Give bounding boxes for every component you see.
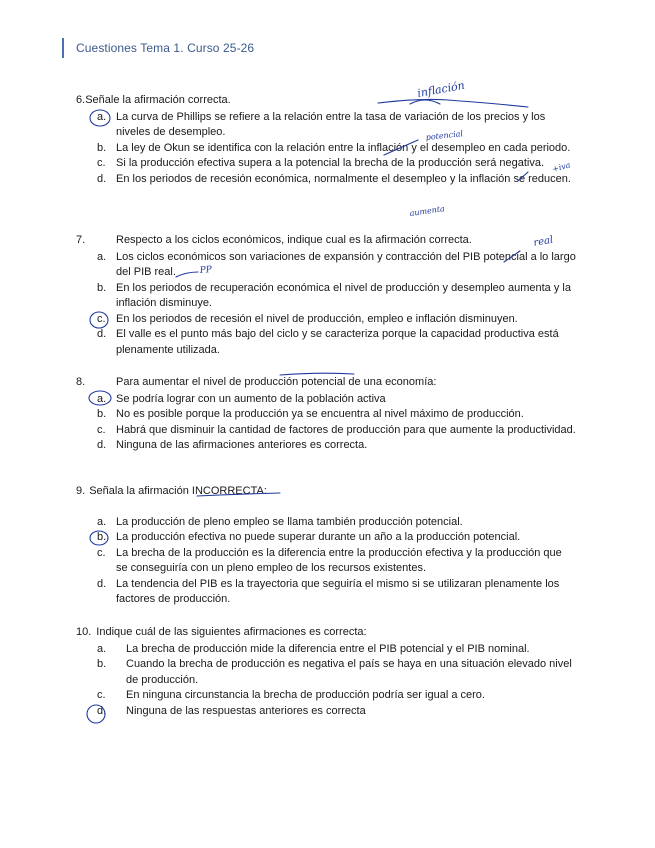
annotation-positiva: +iva <box>551 160 572 174</box>
question-7-option-a[interactable] <box>76 250 576 281</box>
option-letter: c. <box>97 423 106 436</box>
option-text: La tendencia del PIB es la trayectoria que seguiría el mismo si se utilizaran plenamente los factores de producción. <box>116 577 560 605</box>
question-7 <box>76 233 576 358</box>
question-7-option-d[interactable] <box>76 327 576 358</box>
question-number: 6. <box>76 94 86 106</box>
option-text: La ley de Okun se identifica con la relación entre la inflación y el desempleo en cada periodo. <box>116 141 571 154</box>
question-text: Señale la afirmación correcta. <box>85 94 231 106</box>
question-text: Indique cuál de las siguientes afirmaciones es correcta: <box>96 626 367 638</box>
option-letter: c. <box>97 689 106 701</box>
annotation-real: real <box>532 234 555 249</box>
option-letter: d. <box>97 577 107 590</box>
option-text: Habrá que disminuir la cantidad de factores de producción para que aumente la productividad. <box>116 423 576 436</box>
question-9-stem <box>76 484 576 500</box>
question-8-option-a[interactable] <box>76 392 576 408</box>
option-letter: b. <box>97 281 107 294</box>
option-letter: d. <box>97 704 107 717</box>
option-letter: c. <box>97 157 106 169</box>
question-6-option-c[interactable] <box>76 156 576 172</box>
option-letter: b. <box>97 141 107 154</box>
question-9-option-d[interactable] <box>76 577 576 608</box>
question-9-option-a[interactable] <box>76 515 576 531</box>
option-text: En los periodos de recesión económica, normalmente el desempleo y la inflación se reducen. <box>116 172 571 185</box>
option-letter: a. <box>97 250 107 263</box>
option-text: Ninguna de las afirmaciones anteriores es correcta. <box>116 439 368 451</box>
question-7-stem <box>76 233 576 249</box>
question-9-option-b[interactable] <box>76 530 576 546</box>
option-letter: d. <box>97 172 107 185</box>
question-8-option-c[interactable] <box>76 423 576 439</box>
option-text: En los periodos de recuperación económica el nivel de producción y desempleo aumenta y la inflación disminuye. <box>116 281 571 309</box>
option-letter: d. <box>97 328 107 340</box>
annotation-aumenta: aumenta <box>409 204 446 218</box>
annotation-potencial: potencial <box>425 129 464 142</box>
question-10-option-b[interactable] <box>76 657 576 688</box>
question-text: Para aumentar el nivel de producción potencial de una economía: <box>116 376 437 388</box>
question-6-option-d[interactable] <box>76 172 576 188</box>
option-text: La curva de Phillips se refiere a la relación entre la tasa de variación de los precios y los niveles de desempleo. <box>116 110 546 138</box>
option-text: La brecha de producción mide la diferencia entre el PIB potencial y el PIB nominal. <box>126 642 530 655</box>
question-number: 7. <box>76 234 86 246</box>
option-letter: b. <box>97 658 107 670</box>
annotation-pp: PP <box>199 264 213 276</box>
question-6 <box>76 93 576 187</box>
question-7-option-c[interactable] <box>76 312 576 328</box>
question-9 <box>76 484 576 608</box>
option-text: Ninguna de las respuestas anteriores es correcta <box>126 704 366 717</box>
option-text: No es posible porque la producción ya se encuentra al nivel máximo de producción. <box>116 408 524 420</box>
question-10-option-c[interactable] <box>76 688 576 704</box>
question-7-option-b[interactable] <box>76 281 576 312</box>
question-8-option-d[interactable] <box>76 438 576 454</box>
option-letter: d. <box>97 439 107 451</box>
option-text: En ninguna circunstancia la brecha de producción podría ser igual a cero. <box>126 689 485 701</box>
option-letter: a. <box>97 110 107 123</box>
question-number: 10. <box>76 626 92 638</box>
option-text: La brecha de la producción es la diferencia entre la producción efectiva y la producción que se conseguiría con un pleno empleo de los recursos existentes. <box>116 546 562 574</box>
question-6-option-a[interactable] <box>76 110 576 141</box>
document-title: Cuestiones Tema 1. Curso 25-26 <box>76 41 255 55</box>
option-text: Los ciclos económicos son variaciones de expansión y contracción del PIB potencial a lo largo del PIB real. <box>116 250 576 278</box>
option-letter: a. <box>97 392 107 405</box>
question-6-stem <box>76 93 576 109</box>
question-9-option-c[interactable] <box>76 546 576 577</box>
option-letter: c. <box>97 546 106 559</box>
question-text: Señala la afirmación INCORRECTA: <box>89 485 267 497</box>
option-letter: b. <box>97 531 107 543</box>
option-letter: a. <box>97 515 107 528</box>
option-text: El valle es el punto más bajo del ciclo y se caracteriza porque la capacidad productiva está plenamente utilizada. <box>116 328 559 356</box>
question-8 <box>76 375 576 454</box>
question-8-option-b[interactable] <box>76 407 576 423</box>
question-10-option-d[interactable] <box>76 704 576 720</box>
option-text: Se podría lograr con un aumento de la población activa <box>116 392 386 405</box>
question-6-option-b[interactable] <box>76 141 576 157</box>
question-10 <box>76 625 576 719</box>
question-number: 9. <box>76 485 86 497</box>
option-text: Si la producción efectiva supera a la potencial la brecha de la producción será negativa. <box>116 157 545 169</box>
option-text: Cuando la brecha de producción es negativa el país se haya en una situación elevado nivel de producción. <box>126 658 572 686</box>
option-text: En los periodos de recesión el nivel de producción, empleo e inflación disminuyen. <box>116 312 518 325</box>
option-letter: b. <box>97 408 107 420</box>
question-10-stem <box>76 625 576 641</box>
question-8-stem <box>76 375 576 391</box>
question-number: 8. <box>76 376 86 388</box>
option-text: La producción de pleno empleo se llama también producción potencial. <box>116 515 463 528</box>
question-10-option-a[interactable] <box>76 642 576 658</box>
option-letter: c. <box>97 312 106 325</box>
annotation-inflacion: inflación <box>416 78 466 100</box>
option-text: La producción efectiva no puede superar durante un año a la producción potencial. <box>116 531 521 543</box>
option-letter: a. <box>97 642 107 655</box>
question-text: Respecto a los ciclos económicos, indique cual es la afirmación correcta. <box>116 234 472 246</box>
